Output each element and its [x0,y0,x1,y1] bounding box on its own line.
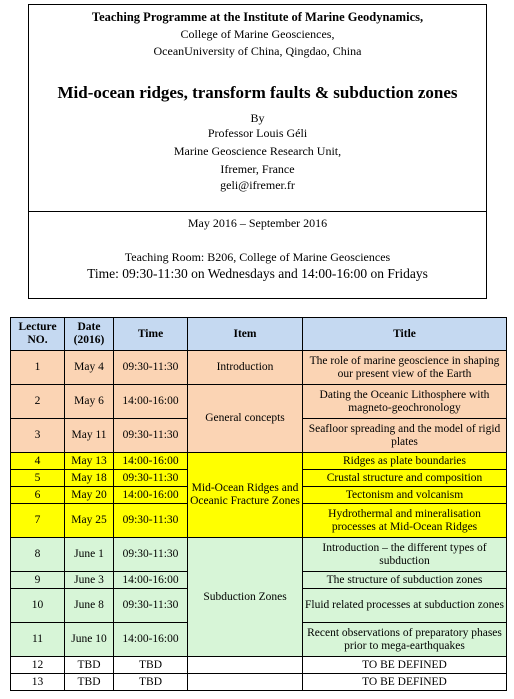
lecture-date: May 20 [65,487,114,504]
lecture-date: May 6 [65,385,114,419]
lecture-date: June 8 [65,589,114,623]
teaching-room: Teaching Room: B206, College of Marine Geosciences [124,250,391,264]
research-unit: Marine Geoscience Research Unit, [173,144,342,158]
lecture-time: 09:30-11:30 [114,504,188,538]
lecture-title: Introduction – the different types of subduction [303,538,507,572]
schedule-table [10,317,507,691]
header-divider [29,211,486,212]
lecture-title: Dating the Oceanic Lithosphere with magneto-geochronology [303,385,507,419]
course-header-box [28,4,487,299]
item-introduction: Introduction [188,351,303,385]
professor-name: Professor Louis Géli [207,126,308,140]
table-header-row [11,318,507,351]
lecture-title: Hydrothermal and mineralisation processes at Mid-Ocean Ridges [303,504,507,538]
col-header-lecture: Lecture NO. [11,318,65,351]
lecture-no: 7 [11,504,65,538]
lecture-date: May 4 [65,351,114,385]
lecture-date: June 1 [65,538,114,572]
lecture-date: May 11 [65,419,114,453]
lecture-no: 11 [11,623,65,657]
lecture-date: May 13 [65,453,114,470]
lecture-title: Fluid related processes at subduction zones [303,589,507,623]
item-empty [188,657,303,674]
lecture-no: 9 [11,572,65,589]
item-mid-ocean-ridges: Mid-Ocean Ridges and Oceanic Fracture Zones [188,453,303,538]
lecture-no: 13 [11,674,65,691]
lecture-title: Recent observations of preparatory phases prior to mega-earthquakes [303,623,507,657]
lecture-title: Crustal structure and composition [303,470,507,487]
by-line: By [250,111,265,125]
table-row [11,674,507,691]
col-header-date: Date (2016) [65,318,114,351]
lecture-no: 8 [11,538,65,572]
lecture-time: 09:30-11:30 [114,470,188,487]
item-general-concepts: General concepts [188,385,303,453]
lecture-no: 3 [11,419,65,453]
lecture-no: 6 [11,487,65,504]
lecture-time: 09:30-11:30 [114,538,188,572]
lecture-title: TO BE DEFINED [303,674,507,691]
lecture-title: The structure of subduction zones [303,572,507,589]
lecture-time: 09:30-11:30 [114,419,188,453]
lecture-date: May 25 [65,504,114,538]
email: geli@ifremer.fr [220,178,295,192]
lecture-date: TBD [65,657,114,674]
lecture-no: 4 [11,453,65,470]
lecture-no: 12 [11,657,65,674]
course-title: Mid-ocean ridges, transform faults & subduction zones [57,83,458,102]
lecture-time: TBD [114,674,188,691]
lecture-no: 10 [11,589,65,623]
lecture-time: TBD [114,657,188,674]
lecture-title: Seafloor spreading and the model of rigid plates [303,419,507,453]
lecture-date: June 3 [65,572,114,589]
lecture-date: TBD [65,674,114,691]
item-empty [188,674,303,691]
table-row [11,351,507,385]
lecture-time: 09:30-11:30 [114,589,188,623]
university-line: OceanUniversity of China, Qingdao, China [153,44,362,58]
lecture-time: 09:30-11:30 [114,351,188,385]
lecture-title: Ridges as plate boundaries [303,453,507,470]
col-header-item: Item [188,318,303,351]
course-period: May 2016 – September 2016 [187,216,328,230]
col-header-time: Time [114,318,188,351]
lecture-date: May 18 [65,470,114,487]
college-line: College of Marine Geosciences, [180,27,335,41]
institution: Ifremer, France [220,162,295,176]
lecture-no: 2 [11,385,65,419]
lecture-no: 1 [11,351,65,385]
table-row [11,538,507,572]
table-row [11,385,507,419]
lecture-title: Tectonism and volcanism [303,487,507,504]
lecture-date: June 10 [65,623,114,657]
lecture-title: The role of marine geoscience in shaping our present view of the Earth [303,351,507,385]
table-row [11,657,507,674]
lecture-no: 5 [11,470,65,487]
programme-heading: Teaching Programme at the Institute of Marine Geodynamics, [91,10,424,24]
table-row [11,453,507,470]
lecture-title: TO BE DEFINED [303,657,507,674]
teaching-time: Time: 09:30-11:30 on Wednesdays and 14:00-16:00 on Fridays [87,266,428,281]
lecture-time: 14:00-16:00 [114,453,188,470]
lecture-time: 14:00-16:00 [114,385,188,419]
lecture-time: 14:00-16:00 [114,572,188,589]
lecture-time: 14:00-16:00 [114,623,188,657]
col-header-title: Title [303,318,507,351]
item-subduction-zones: Subduction Zones [188,538,303,657]
lecture-time: 14:00-16:00 [114,487,188,504]
